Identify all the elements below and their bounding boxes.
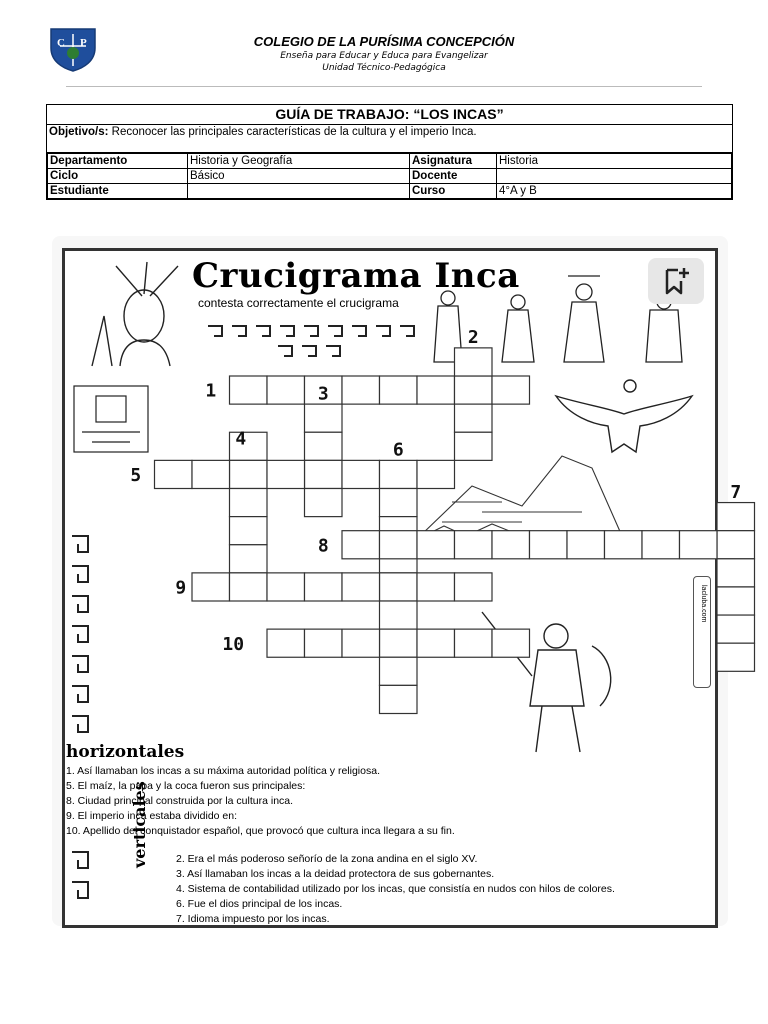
horizontales-heading: horizontales — [66, 742, 185, 762]
crossword-cell[interactable] — [605, 531, 643, 559]
crossword-cell[interactable] — [417, 376, 455, 404]
crossword-cell[interactable] — [230, 460, 268, 488]
crossword-number: 7 — [730, 481, 742, 503]
crossword-cell[interactable] — [305, 404, 343, 432]
horizontal-clues — [66, 742, 716, 839]
clue-item: 2. Era el más poderoso señorío de la zona andina en el siglo XV. — [176, 853, 478, 865]
crossword-number: 1 — [205, 380, 217, 402]
guide-title: GUÍA DE TRABAJO: “LOS INCAS” — [47, 105, 732, 125]
crossword-cell[interactable] — [380, 376, 418, 404]
objective-label: Objetivo/s: — [49, 126, 109, 138]
crossword-cell[interactable] — [305, 573, 343, 601]
vertical-clues — [176, 852, 716, 927]
crossword-worksheet-image — [52, 236, 742, 926]
clue-item: 7. Idioma impuesto por los incas. — [176, 913, 330, 925]
crossword-number: 9 — [175, 577, 187, 599]
cell-value: 4°A y B — [497, 184, 732, 199]
cell-label: Docente — [410, 169, 497, 184]
crossword-cell[interactable] — [717, 643, 755, 671]
crossword-cell[interactable] — [342, 573, 380, 601]
crossword-cell[interactable] — [155, 460, 193, 488]
crossword-cell[interactable] — [455, 629, 493, 657]
crossword-cell[interactable] — [717, 615, 755, 643]
crossword-cell[interactable] — [530, 531, 568, 559]
crossword-cell[interactable] — [455, 376, 493, 404]
crossword-cell[interactable] — [267, 573, 305, 601]
crossword-number: 10 — [222, 633, 245, 655]
objective-text: Reconocer las principales características de la cultura y el imperio Inca. — [111, 126, 477, 138]
crossword-cell[interactable] — [192, 573, 230, 601]
cell-value: Básico — [188, 169, 410, 184]
cell-label: Estudiante — [48, 184, 188, 199]
crossword-number: 3 — [317, 383, 329, 405]
clue-item: 8. Ciudad principal construida por la cultura inca. — [66, 795, 294, 807]
crossword-cell[interactable] — [267, 376, 305, 404]
crossword-cell[interactable] — [417, 531, 455, 559]
crossword-cell[interactable] — [680, 531, 718, 559]
inca-king-portrait-icon — [92, 262, 178, 366]
crossword-cell[interactable] — [455, 348, 493, 376]
crossword-cell[interactable] — [717, 503, 755, 531]
header-divider — [66, 86, 702, 87]
crossword-cell[interactable] — [342, 460, 380, 488]
crossword-cell[interactable] — [342, 629, 380, 657]
table-row — [48, 184, 732, 199]
crossword-cell[interactable] — [267, 629, 305, 657]
crossword-cell[interactable] — [380, 685, 418, 713]
clue-item: 3. Así llamaban los incas a la deidad protectora de sus gobernantes. — [176, 868, 495, 880]
crossword-cell[interactable] — [230, 489, 268, 517]
watermark-strip — [693, 576, 711, 688]
crossword-cell[interactable] — [455, 432, 493, 460]
worksheet-subtitle: contesta correctamente el crucigrama — [198, 296, 399, 310]
cell-value: Historia y Geografía — [188, 154, 410, 169]
school-unit: Unidad Técnico-Pedagógica — [322, 63, 446, 73]
crossword-cell[interactable] — [380, 629, 418, 657]
crossword-cell[interactable] — [717, 587, 755, 615]
crossword-cell[interactable] — [380, 531, 418, 559]
cell-label: Asignatura — [410, 154, 497, 169]
crossword-cell[interactable] — [305, 489, 343, 517]
clue-item: 5. El maíz, la papa y la coca fueron sus principales: — [66, 780, 306, 792]
crossword-cell[interactable] — [455, 573, 493, 601]
page-header — [0, 0, 768, 92]
crossword-cell[interactable] — [417, 460, 455, 488]
estudiante-field[interactable] — [188, 184, 410, 199]
crossword-cell[interactable] — [380, 601, 418, 629]
crossword-cell[interactable] — [642, 531, 680, 559]
school-name: COLEGIO DE LA PURÍSIMA CONCEPCIÓN — [253, 34, 515, 49]
clue-item: 6. Fue el dios principal de los incas. — [176, 898, 343, 910]
clue-item: 1. Así llamaban los incas a su máxima autoridad política y religiosa. — [66, 765, 380, 777]
crossword-cell[interactable] — [455, 531, 493, 559]
guide-info-table — [46, 104, 733, 200]
crossword-cell[interactable] — [380, 460, 418, 488]
crossword-cell[interactable] — [417, 573, 455, 601]
clue-item: 4. Sistema de contabilidad utilizado por los incas, que consistía en nudos con hilos de colores. — [176, 883, 615, 895]
condor-icon — [556, 380, 692, 452]
docente-field[interactable] — [497, 169, 732, 184]
guide-details — [47, 153, 732, 199]
crossword-number: 2 — [467, 327, 479, 349]
worksheet-title: Crucigrama Inca — [192, 256, 520, 296]
table-row — [48, 154, 732, 169]
crossword-number: 4 — [235, 428, 247, 450]
crossword-number: 5 — [130, 465, 142, 486]
cell-label: Departamento — [48, 154, 188, 169]
crossword-cell[interactable] — [305, 432, 343, 460]
bookmark-add-icon — [661, 266, 691, 296]
crossword-cell[interactable] — [492, 531, 530, 559]
crossword-number: 6 — [392, 439, 404, 461]
crossword-cell[interactable] — [342, 531, 380, 559]
crossword-cell[interactable] — [380, 657, 418, 685]
crossword-cell[interactable] — [492, 376, 530, 404]
crossword-cell[interactable] — [455, 404, 493, 432]
table-row — [48, 169, 732, 184]
crossword-cell[interactable] — [305, 629, 343, 657]
cell-label: Curso — [410, 184, 497, 199]
crossword-cell[interactable] — [567, 531, 605, 559]
cell-label: Ciclo — [48, 169, 188, 184]
crossword-cell[interactable] — [230, 545, 268, 573]
crossword-cell[interactable] — [342, 376, 380, 404]
crest-letter-c: C — [57, 37, 65, 49]
crossword-cell[interactable] — [417, 629, 455, 657]
clue-item: 9. El imperio inca estaba dividido en: — [66, 810, 238, 822]
crossword-cell[interactable] — [230, 376, 268, 404]
crossword-cell[interactable] — [717, 559, 755, 587]
crossword-cell[interactable] — [305, 460, 343, 488]
cell-value: Historia — [497, 154, 732, 169]
verticales-heading: verticales — [130, 781, 149, 868]
school-motto: Enseña para Educar y Educa para Evangelizar — [280, 51, 488, 61]
crossword-cell[interactable] — [230, 517, 268, 545]
crossword-cell[interactable] — [380, 573, 418, 601]
crossword-cell[interactable] — [380, 489, 418, 517]
crest-letter-p: P — [80, 37, 87, 49]
crossword-cell[interactable] — [492, 629, 530, 657]
crossword-number: 8 — [317, 535, 329, 557]
clue-item: 10. Apellido del conquistador español, que provocó que cultura inca llegara a su fin. — [66, 825, 455, 837]
crossword-cell[interactable] — [230, 573, 268, 601]
crossword-cell[interactable] — [717, 531, 755, 559]
guide-objective — [47, 125, 732, 153]
crossword-cell[interactable] — [267, 460, 305, 488]
crossword-cell[interactable] — [192, 460, 230, 488]
viracocha-stone-icon — [74, 386, 148, 452]
watermark-text: lacluba.com — [700, 585, 707, 623]
bookmark-add-button[interactable] — [648, 258, 704, 304]
